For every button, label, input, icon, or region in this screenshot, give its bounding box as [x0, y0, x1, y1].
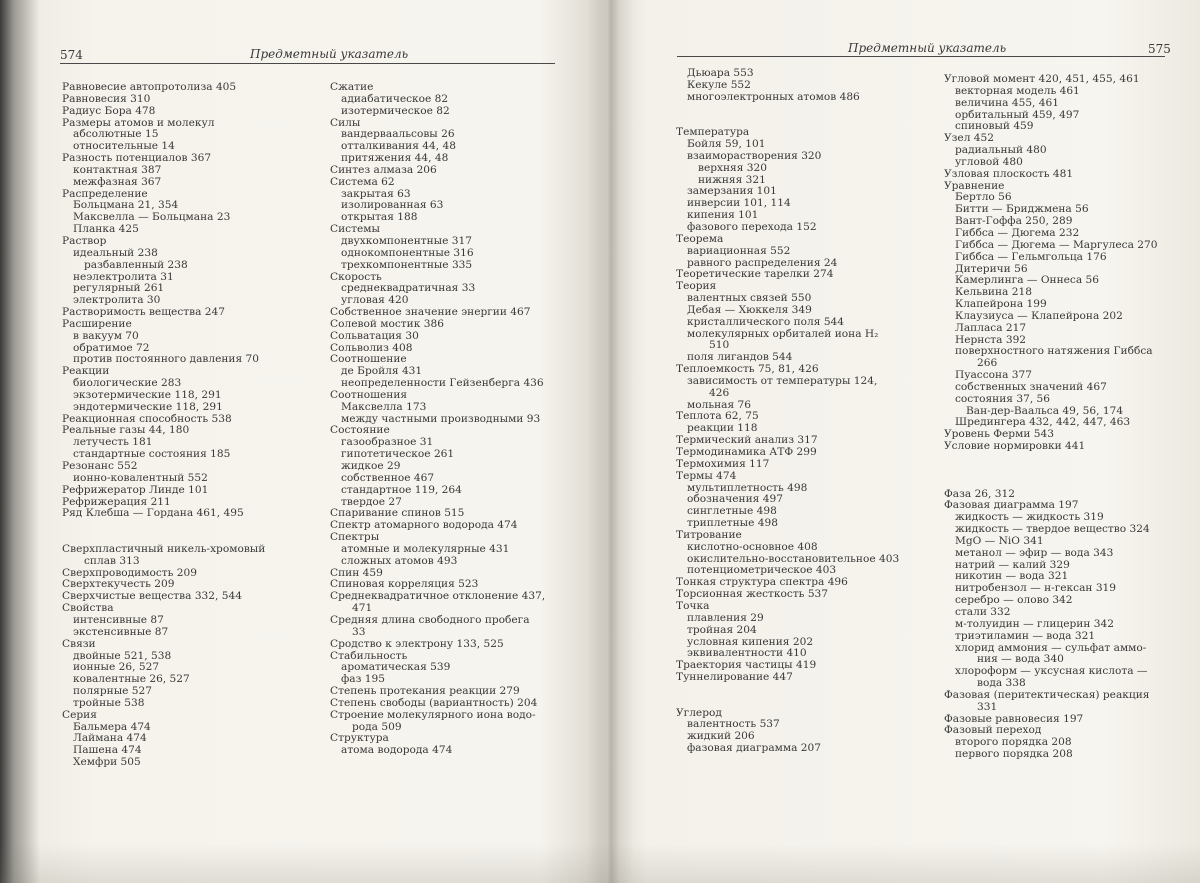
index-subentry: Бертло 56 [955, 191, 1012, 204]
index-subentry: контактная 387 [73, 163, 162, 176]
index-subentry: Хемфри 505 [73, 756, 141, 769]
index-subentry: кристаллического поля 544 [687, 315, 845, 328]
index-entry: Степень протекания реакции 279 [330, 685, 520, 698]
index-entry: Свойства [62, 602, 114, 615]
index-entry: Синтез алмаза 206 [330, 163, 437, 176]
index-subentry: Гиббса — Дюгема 232 [955, 226, 1080, 239]
index-entry: Разность потенциалов 367 [62, 152, 212, 165]
index-subentry: биологические 283 [73, 377, 182, 390]
index-subentry: верхняя 320 [698, 161, 768, 174]
index-subentry: гипотетическое 261 [341, 448, 455, 461]
index-entry: Траектория частицы 419 [676, 659, 817, 672]
index-subentry: 331 [977, 700, 998, 713]
index-subentry: Максвелла — Больцмана 23 [73, 211, 231, 224]
index-subentry: экстенсивные 87 [73, 625, 169, 638]
index-entry: Теорема [676, 232, 724, 245]
index-entry: Торсионная жесткость 537 [676, 588, 829, 601]
index-entry: Серия [62, 708, 97, 721]
index-subentry: синглетные 498 [687, 505, 777, 518]
index-subentry: сложных атомов 493 [341, 554, 458, 567]
index-entry: Равновесия 310 [62, 92, 151, 105]
index-entry: Связи [62, 637, 96, 650]
index-subentry: равного распределения 24 [687, 256, 838, 269]
index-entry: Сродство к электрону 133, 525 [330, 637, 504, 650]
index-entry: Раствор [62, 234, 107, 247]
index-subentry: валентность 537 [687, 718, 780, 731]
index-subentry: регулярный 261 [73, 282, 165, 295]
index-subentry: летучесть 181 [73, 436, 153, 449]
index-entry: Стабильность [330, 649, 408, 662]
index-entry: Узловая плоскость 481 [944, 167, 1074, 180]
index-entry: Фазовая (перитектическая) реакция [944, 688, 1150, 701]
index-subentry: Больцмана 21, 354 [73, 199, 179, 212]
index-subentry: натрий — калий 329 [955, 558, 1070, 571]
index-subentry: орбитальный 459, 497 [955, 108, 1080, 121]
index-entry: Сверхтекучесть 209 [62, 578, 175, 591]
index-entry: Расширение [62, 317, 132, 330]
index-subentry: кислотно-основное 408 [687, 540, 818, 553]
index-subentry: молекулярных орбиталей иона H₂ [687, 327, 879, 340]
index-subentry: тройные 538 [73, 696, 145, 709]
right-header-rule [677, 56, 1165, 57]
index-subentry: стали 332 [955, 605, 1011, 618]
index-subentry: ния — вода 340 [977, 653, 1064, 666]
index-subentry: обозначения 497 [687, 493, 783, 506]
index-subentry: неопределенности Гейзенберга 436 [341, 377, 544, 390]
index-subentry: двойные 521, 538 [73, 649, 172, 662]
index-subentry: серебро — олово 342 [955, 594, 1073, 607]
index-subentry: плавления 29 [687, 611, 764, 624]
index-entry: Теплота 62, 75 [676, 410, 759, 423]
index-subentry: жидкое 29 [341, 460, 401, 472]
index-subentry: поверхностного натяжения Гиббса [955, 345, 1153, 358]
index-subentry: жидкий 206 [687, 730, 755, 743]
index-subentry: м-толуидин — глицерин 342 [955, 617, 1114, 630]
index-entry: Титрование [676, 528, 742, 541]
index-subentry: первого порядка 208 [955, 748, 1073, 761]
index-subentry: ионно-ковалентный 552 [73, 471, 208, 484]
index-subentry: фаз 195 [341, 673, 385, 686]
index-entry: Солевой мостик 386 [330, 317, 444, 330]
index-entry: Реакции [62, 365, 110, 378]
index-entry: Скорость [330, 270, 382, 283]
index-subentry: триплетные 498 [687, 517, 778, 530]
index-subentry: взаиморастворения 320 [687, 149, 822, 162]
index-subentry: Камерлинга — Оннеса 56 [955, 274, 1100, 287]
index-spacer [944, 477, 1158, 489]
index-subentry: 510 [709, 339, 730, 352]
index-subentry: величина 455, 461 [955, 96, 1060, 109]
index-entry: Сольватация 30 [330, 329, 419, 342]
index-subentry: спиновый 459 [955, 120, 1034, 133]
index-subentry: второго порядка 208 [955, 736, 1072, 749]
index-subentry: Лаймана 474 [73, 732, 147, 745]
index-entry: Спин 459 [330, 566, 383, 579]
index-subentry: сплав 313 [84, 554, 140, 567]
index-subentry: мольная 76 [687, 398, 752, 411]
right-page-column-2 [944, 74, 1158, 761]
index-entry: Температура [676, 126, 750, 139]
index-entry: Уровень Ферми 543 [944, 428, 1054, 441]
index-entry: Спаривание спинов 515 [330, 507, 465, 520]
index-subentry: вандерваальсовы 26 [341, 128, 455, 141]
index-subentry: двухкомпонентные 317 [341, 234, 472, 247]
index-subentry: среднеквадратичная 33 [341, 282, 476, 295]
index-subentry: Вант-Гоффа 250, 289 [955, 215, 1073, 228]
index-subentry: притяжения 44, 48 [341, 152, 449, 165]
index-entry: Собственное значение энергии 467 [330, 306, 531, 319]
index-subentry: поля лигандов 544 [687, 351, 793, 364]
index-subentry: собственное 467 [341, 471, 435, 484]
index-entry: Степень свободы (вариантность) 204 [330, 696, 538, 709]
index-subentry: отталкивания 44, 48 [341, 140, 456, 153]
index-subentry: Кельвина 218 [955, 286, 1032, 299]
index-entry: Спектр атомарного водорода 474 [330, 519, 518, 532]
index-subentry: валентных связей 550 [687, 292, 812, 305]
book-gutter [586, 0, 634, 883]
index-spacer [62, 520, 265, 532]
book-edge-shadow [0, 0, 40, 883]
left-page-column-2 [330, 82, 545, 757]
index-entry: Распределение [62, 187, 148, 200]
index-subentry: Дебая — Хюккеля 349 [687, 303, 812, 316]
index-subentry: собственных значений 467 [955, 380, 1107, 393]
index-subentry: газообразное 31 [341, 436, 434, 449]
index-subentry: открытая 188 [341, 211, 418, 224]
index-subentry: вариационная 552 [687, 244, 791, 257]
index-subentry: де Бройля 431 [341, 365, 423, 378]
index-subentry: мультиплетность 498 [687, 481, 808, 494]
left-page-number: 574 [60, 48, 83, 62]
left-header-rule [60, 63, 555, 64]
index-subentry: абсолютные 15 [73, 128, 159, 141]
index-entry: Сольволиз 408 [330, 341, 413, 354]
index-subentry: радиальный 480 [955, 144, 1047, 157]
index-entry: Спектры [330, 531, 380, 544]
index-subentry: Пашена 474 [73, 744, 142, 757]
index-subentry: Дьюара 553 [687, 67, 754, 79]
index-subentry: твердое 27 [341, 495, 402, 508]
index-entry: Термы 474 [676, 469, 737, 482]
index-entry: Угловой момент 420, 451, 455, 461 [944, 73, 1140, 85]
index-subentry: адиабатическое 82 [341, 92, 449, 105]
index-subentry: Гиббса — Дюгема — Маргулеса 270 [955, 238, 1158, 251]
index-subentry: никотин — вода 321 [955, 570, 1069, 583]
index-subentry: атомные и молекулярные 431 [341, 542, 510, 555]
index-entry: Углерод [676, 706, 722, 719]
index-entry: Туннелирование 447 [676, 671, 793, 684]
index-subentry: потенциометрическое 403 [687, 564, 837, 577]
index-subentry: векторная модель 461 [955, 84, 1080, 97]
index-subentry: электролита 30 [73, 294, 161, 307]
index-subentry: метанол — эфир — вода 343 [955, 546, 1114, 559]
index-subentry: зависимость от температуры 124, [687, 374, 878, 387]
index-subentry: хлороформ — уксусная кислота — [955, 665, 1148, 678]
index-subentry: интенсивные 87 [73, 613, 164, 626]
index-entry: Средняя длина свободного пробега [330, 613, 530, 626]
index-subentry: трехкомпонентные 335 [341, 258, 473, 271]
index-subentry: стандартные состояния 185 [73, 448, 231, 461]
index-subentry: фазового перехода 152 [687, 220, 817, 233]
index-entry: Система 62 [330, 175, 395, 188]
index-spacer [676, 684, 899, 696]
index-entry: Силы [330, 116, 361, 129]
index-entry: Сверхпластичный никель-хромовый [62, 542, 266, 555]
index-subentry: рода 509 [352, 720, 402, 733]
index-subentry: изолированная 63 [341, 199, 444, 212]
index-entry: Сжатие [330, 81, 374, 93]
index-subentry: в вакуум 70 [73, 329, 139, 342]
index-subentry: жидкость — жидкость 319 [955, 511, 1104, 524]
index-subentry: угловая 420 [341, 294, 409, 307]
index-subentry: обратимое 72 [73, 341, 150, 354]
index-subentry: Клаузиуса — Клапейрона 202 [955, 309, 1123, 322]
index-subentry: фазовая диаграмма 207 [687, 742, 822, 755]
index-subentry: Дитеричи 56 [955, 262, 1028, 275]
index-entry: Фаза 26, 312 [944, 487, 1016, 500]
index-entry: Сверхчистые вещества 332, 544 [62, 590, 242, 603]
index-subentry: условная кипения 202 [687, 635, 814, 648]
index-spacer [676, 104, 899, 116]
index-subentry: однокомпонентные 316 [341, 246, 474, 259]
index-subentry: Шредингера 432, 442, 447, 463 [955, 416, 1131, 429]
index-subentry: MgO — NiO 341 [955, 534, 1044, 547]
index-subentry: относительные 14 [73, 140, 175, 153]
index-subentry: Нернста 392 [955, 333, 1027, 346]
index-entry: Теоретические тарелки 274 [676, 268, 834, 281]
index-subentry: состояния 37, 56 [955, 392, 1051, 405]
right-running-head: Предметный указатель [848, 41, 1007, 55]
index-subentry: реакции 118 [687, 422, 758, 435]
index-entry: Реакционная способность 538 [62, 412, 232, 425]
index-entry: Фазовая диаграмма 197 [944, 499, 1079, 512]
index-subentry: стандартное 119, 264 [341, 483, 462, 496]
index-subentry: ковалентные 26, 527 [73, 673, 190, 686]
index-entry: Термический анализ 317 [676, 434, 818, 447]
index-subentry: жидкость — твердое вещество 324 [955, 523, 1150, 536]
index-subentry: атома водорода 474 [341, 744, 453, 757]
index-subentry: против постоянного давления 70 [73, 353, 260, 366]
index-subentry: 426 [709, 386, 730, 399]
index-entry: Фазовые равновесия 197 [944, 712, 1084, 725]
index-subentry: окислительно-восстановительное 403 [687, 552, 900, 565]
index-subentry: идеальный 238 [73, 246, 158, 259]
index-subentry: Лапласа 217 [955, 321, 1027, 334]
index-entry: Структура [330, 732, 389, 745]
index-subentry: экзотермические 118, 291 [73, 388, 222, 401]
index-entry: Растворимость вещества 247 [62, 306, 225, 319]
index-subentry: Кекуле 552 [687, 78, 751, 91]
index-subentry: тройная 204 [687, 623, 757, 636]
index-subentry: межфазная 367 [73, 175, 162, 188]
index-subentry: 471 [352, 602, 373, 615]
index-subentry: Бальмера 474 [73, 720, 151, 733]
index-subentry: кипения 101 [687, 209, 759, 222]
index-subentry: нижняя 321 [698, 173, 766, 186]
index-entry: Тонкая структура спектра 496 [676, 576, 848, 589]
index-entry: Уравнение [944, 179, 1005, 192]
index-subentry: Максвелла 173 [341, 400, 427, 413]
index-subentry: нитробензол — н-гексан 319 [955, 582, 1117, 595]
index-subentry: инверсии 101, 114 [687, 197, 791, 210]
page-bottom-shadow [0, 843, 1200, 883]
index-entry: Фазовый переход [944, 724, 1042, 737]
index-entry: Условие нормировки 441 [944, 440, 1086, 453]
right-page-number: 575 [1148, 42, 1171, 56]
index-spacer [944, 465, 1158, 477]
index-entry: Рефрижерация 211 [62, 495, 171, 508]
index-subentry: эквивалентности 410 [687, 647, 807, 660]
index-entry: Ряд Клебша — Гордана 461, 495 [62, 507, 244, 520]
index-entry: Узел 452 [944, 132, 995, 145]
index-entry: Среднеквадратичное отклонение 437, [330, 590, 546, 603]
index-spacer [676, 696, 899, 708]
index-entry: Соотношения [330, 388, 408, 401]
index-subentry: Бойля 59, 101 [687, 138, 766, 151]
index-subentry: полярные 527 [73, 685, 152, 698]
index-entry: Спиновая корреляция 523 [330, 578, 479, 591]
index-subentry: вода 338 [977, 677, 1026, 690]
index-subentry: угловой 480 [955, 155, 1023, 168]
index-subentry: разбавленный 238 [84, 258, 188, 271]
index-subentry: неэлектролита 31 [73, 270, 174, 283]
index-subentry: эндотермические 118, 291 [73, 400, 223, 413]
index-entry: Сверхпроводимость 209 [62, 566, 198, 579]
index-entry: Термохимия 117 [676, 457, 770, 470]
index-subentry: ионные 26, 527 [73, 661, 160, 674]
index-subentry: замерзания 101 [687, 185, 777, 198]
index-entry: Строение молекулярного иона водо- [330, 708, 536, 721]
left-page-column-1 [62, 82, 265, 769]
index-entry: Теплоемкость 75, 81, 426 [676, 363, 819, 376]
index-entry: Состояние [330, 424, 390, 437]
index-subentry: триэтиламин — вода 321 [955, 629, 1096, 642]
index-entry: Теория [676, 280, 717, 293]
index-subentry: Гиббса — Гельмгольца 176 [955, 250, 1107, 263]
index-subentry: хлорид аммония — сульфат аммо- [955, 641, 1147, 654]
index-subentry: между частными производными 93 [341, 412, 541, 425]
index-subentry: ароматическая 539 [341, 661, 451, 674]
index-subentry: Ван-дер-Ваальса 49, 56, 174 [966, 404, 1124, 417]
index-subentry: Планка 425 [73, 223, 139, 236]
index-subentry: изотермическое 82 [341, 104, 450, 117]
index-subentry: 266 [977, 357, 998, 370]
index-entry: Соотношение [330, 353, 407, 366]
left-running-head: Предметный указатель [250, 47, 409, 61]
index-subentry: Клапейрона 199 [955, 298, 1047, 311]
index-entry: Равновесие автопротолиза 405 [62, 81, 237, 93]
index-entry: Системы [330, 223, 380, 236]
index-entry: Точка [676, 599, 710, 612]
index-subentry: 33 [352, 625, 366, 638]
index-subentry: закрытая 63 [341, 187, 411, 200]
index-spacer [944, 453, 1158, 465]
index-subentry: Пуассона 377 [955, 369, 1032, 382]
index-entry: Реальные газы 44, 180 [62, 424, 190, 437]
index-subentry: многоэлектронных атомов 486 [687, 90, 860, 103]
index-entry: Рефрижератор Линде 101 [62, 483, 209, 496]
index-entry: Радиус Бора 478 [62, 104, 156, 117]
right-page-column-1 [676, 68, 899, 755]
index-entry: Резонанс 552 [62, 460, 138, 472]
index-entry: Размеры атомов и молекул [62, 116, 215, 129]
index-entry: Термодинамика АТФ 299 [676, 446, 817, 458]
index-subentry: Битти — Бриджмена 56 [955, 203, 1089, 216]
